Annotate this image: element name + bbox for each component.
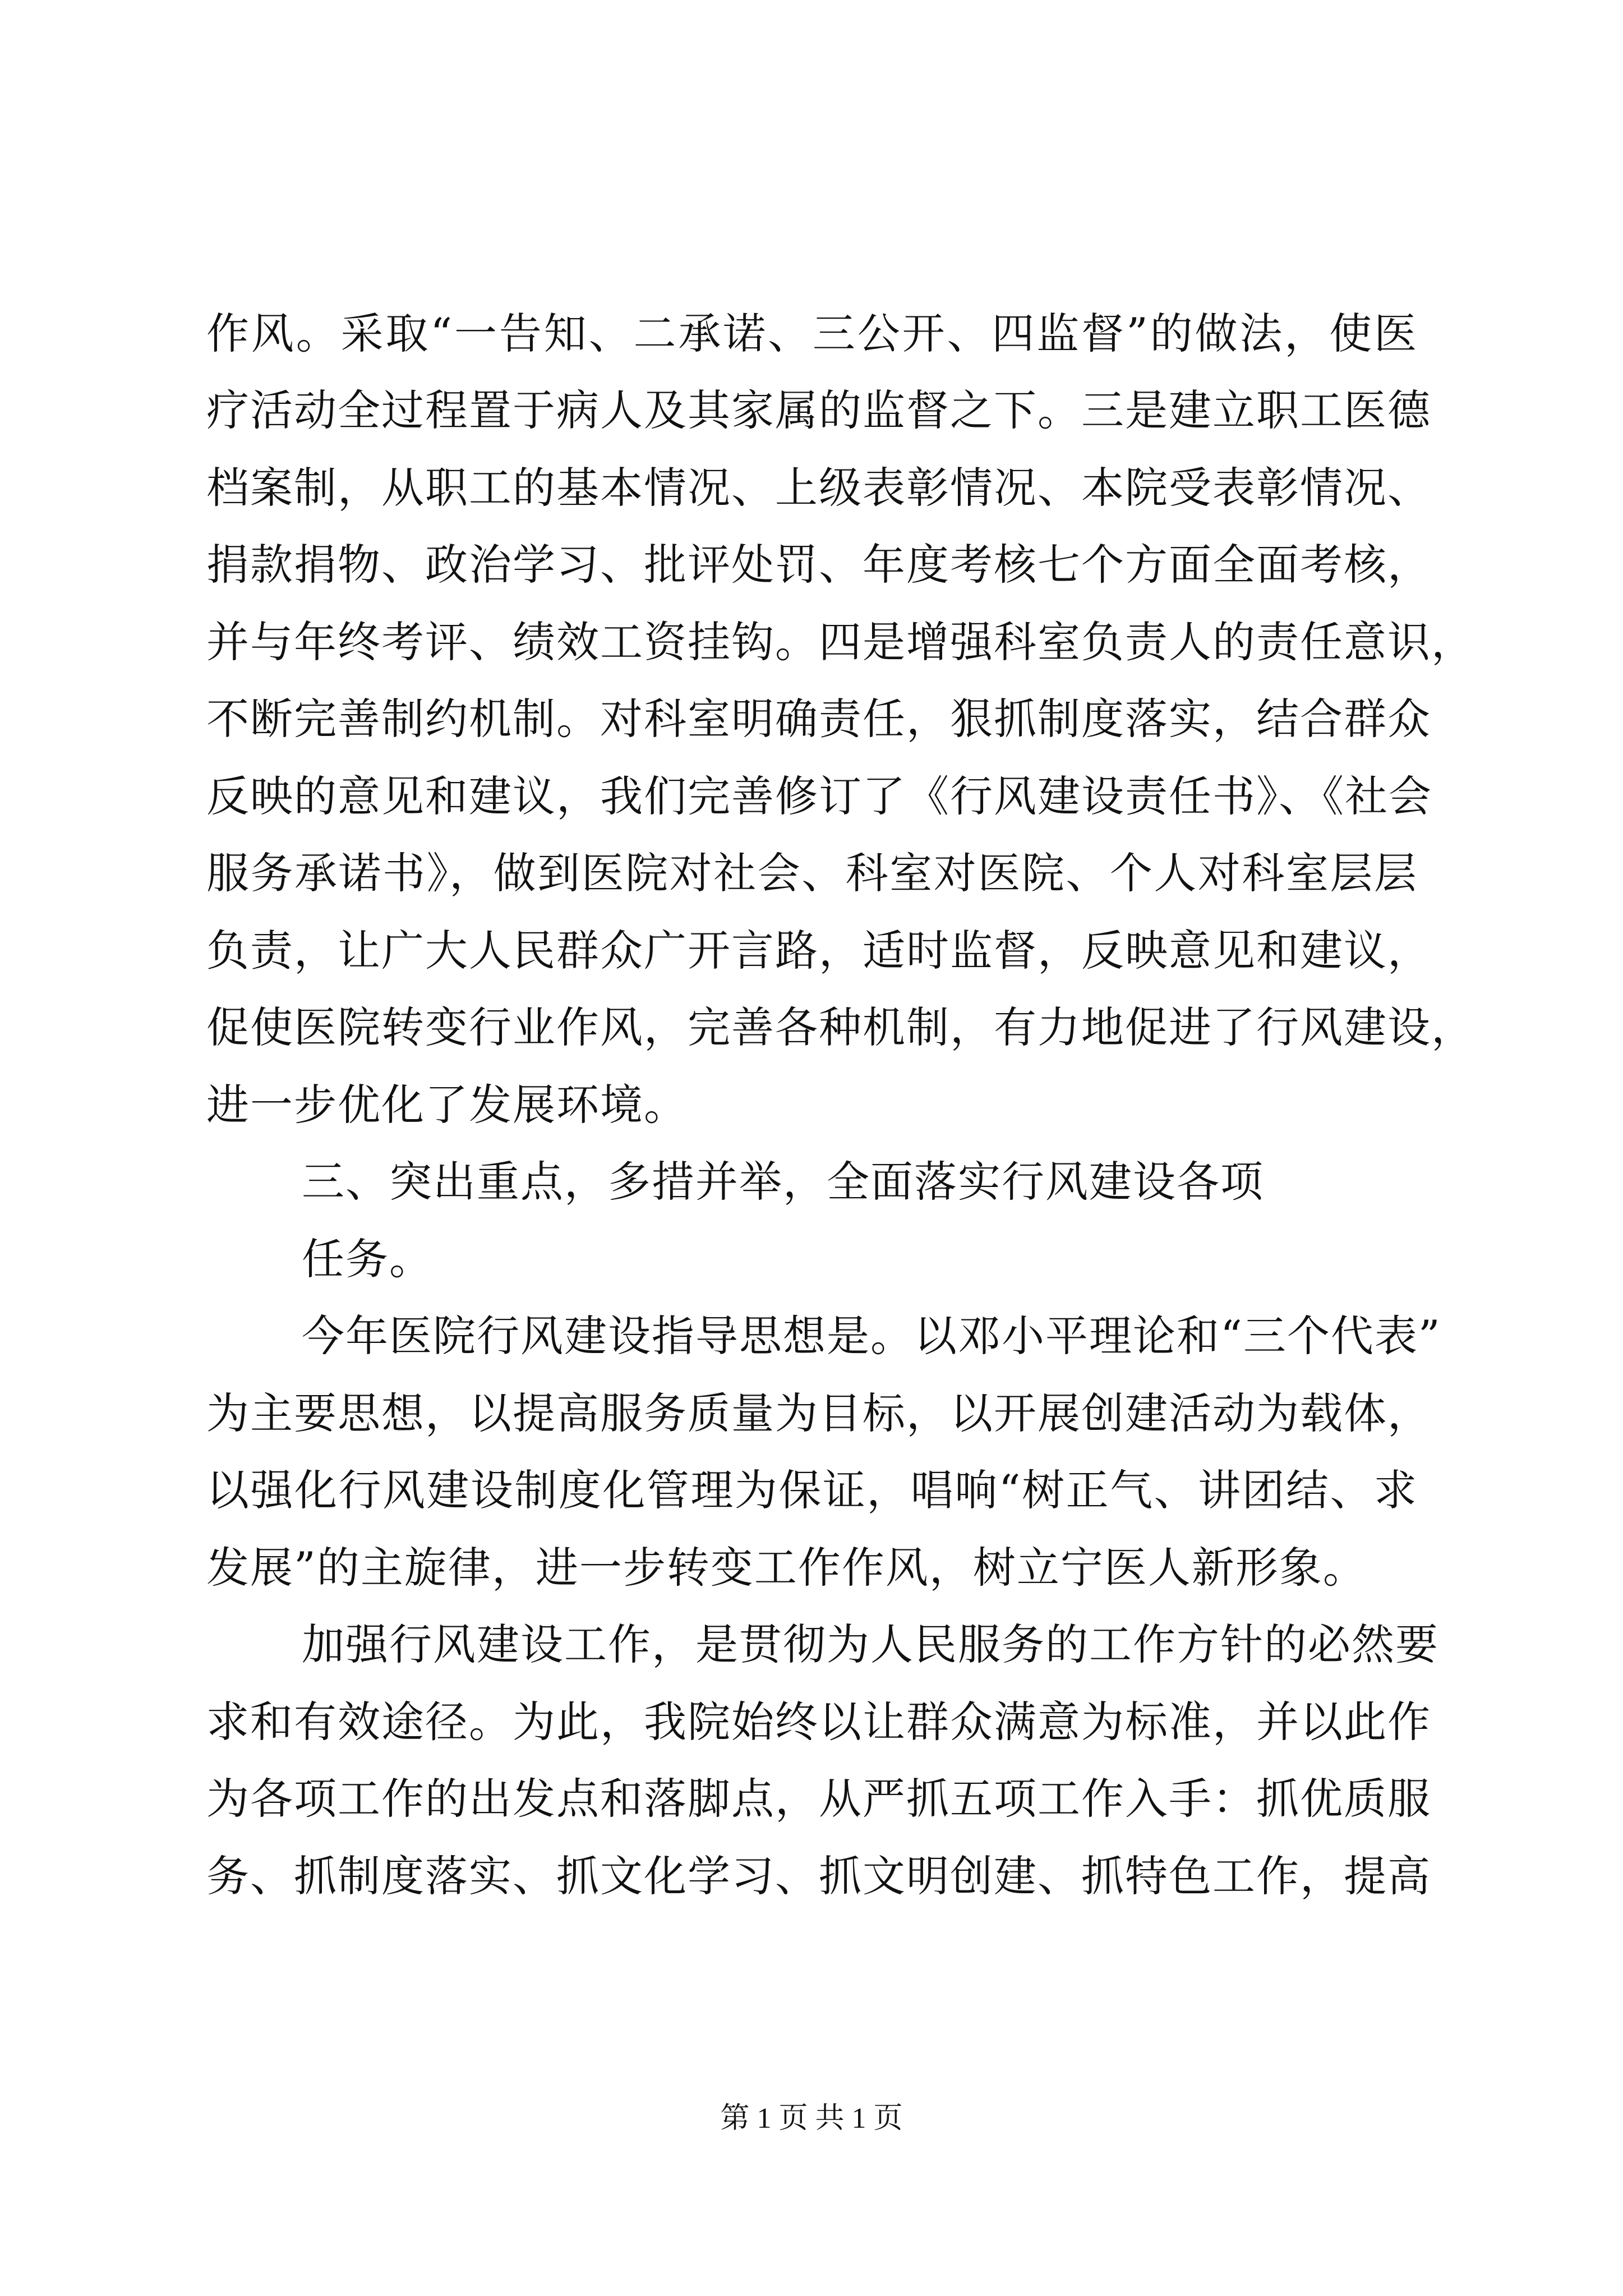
text-line: 为主要思想，以提高服务质量为目标，以开展创建活动为载体， [206,1388,1431,1438]
text-line: 负责，让广大人民群众广开言路，适时监督，反映意见和建议， [206,926,1431,976]
text-line: 务、抓制度落实、抓文化学习、抓文明创建、抓特色工作，提高 [206,1851,1431,1901]
text-line: 作风。采取“一告知、二承诺、三公开、四监督”的做法，使医 [206,309,1418,358]
text-line: 今年医院行风建设指导思想是。以邓小平理论和“三个代表” [302,1311,1441,1361]
text-line: 反映的意见和建议，我们完善修订了《行风建设责任书》、《社会 [206,771,1432,821]
text-line: 并与年终考评、绩效工资挂钩。四是增强科室负责人的责任意识， [206,617,1475,667]
page-number-footer: 第 1 页 共 1 页 [720,2102,903,2134]
section-heading: 三、突出重点，多措并举，全面落实行风建设各项 [302,1157,1264,1207]
text-line: 求和有效途径。为此，我院始终以让群众满意为标准，并以此作 [206,1697,1431,1747]
text-line: 发展”的主旋律，进一步转变工作作风，树立宁医人新形象。 [206,1543,1367,1593]
text-line: 以强化行风建设制度化管理为保证，唱响“树正气、讲团结、求 [206,1465,1418,1515]
text-line: 不断完善制约机制。对科室明确责任，狠抓制度落实，结合群众 [206,694,1431,744]
text-line: 加强行风建设工作，是贯彻为人民服务的工作方针的必然要 [302,1619,1439,1669]
section-heading-continuation: 任务。 [302,1234,433,1284]
text-line: 捐款捐物、政治学习、批评处罚、年度考核七个方面全面考核， [206,540,1431,590]
text-line: 为各项工作的出发点和落脚点，从严抓五项工作入手：抓优质服 [206,1774,1431,1824]
text-line: 档案制，从职工的基本情况、上级表彰情况、本院受表彰情况、 [206,463,1431,513]
text-line: 进一步优化了发展环境。 [206,1080,688,1130]
text-line: 疗活动全过程置于病人及其家属的监督之下。三是建立职工医德 [206,385,1431,435]
text-line: 服务承诺书》，做到医院对社会、科室对医院、个人对科室层层 [206,848,1418,898]
text-line: 促使医院转变行业作风，完善各种机制，有力地促进了行风建设， [206,1002,1475,1052]
